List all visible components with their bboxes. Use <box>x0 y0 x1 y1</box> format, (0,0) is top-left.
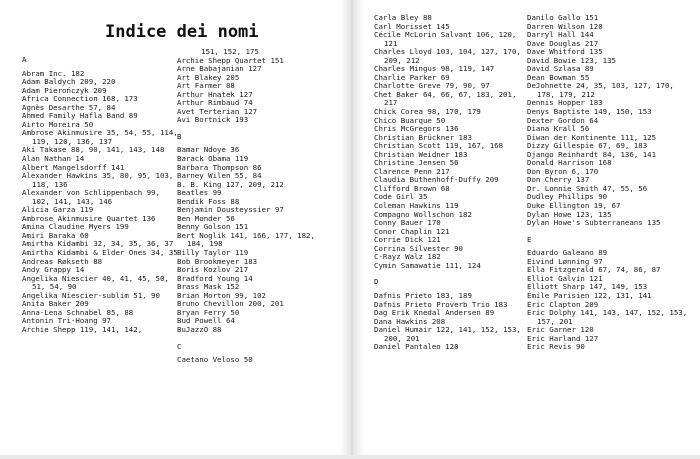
entry-pages: 88 <box>225 196 240 206</box>
entry-pages: 79, 90, 97 <box>440 81 490 91</box>
entry-name: Andy Grappy <box>22 265 71 275</box>
entry-pages: 50 <box>79 119 94 129</box>
entry-name: Eric Harland <box>527 333 581 343</box>
entry-name: Clifford Brown <box>374 183 437 193</box>
entry-name: Compagno Wollschon <box>374 209 455 219</box>
entry-name: Bendik Foss <box>177 196 226 206</box>
entry-name: Barney Wilen <box>177 171 231 181</box>
entry-pages: 64 <box>221 316 235 326</box>
entry-name: Alicia Garza <box>22 205 76 215</box>
entry-name: Don Cherry <box>527 175 572 185</box>
entry-pages: 183 <box>584 98 603 108</box>
entry-name: DeJohnette <box>527 81 572 91</box>
entry-name: Dr. Lonnie Smith <box>527 183 599 193</box>
entry-name: Anita Baker <box>22 299 71 309</box>
entry-pages: 68 <box>436 183 450 193</box>
entry-name: Dizzy Gillespie <box>527 141 594 151</box>
entry-name: Chico Buarque <box>374 115 432 125</box>
entry-pages: 183 <box>449 149 468 159</box>
entry-name: Christian Weidner <box>374 149 450 159</box>
entry-pages: 50 <box>225 307 240 317</box>
entry-name: Dennis Hopper <box>527 98 585 108</box>
entry-name: Carl Morisset <box>374 21 432 31</box>
entry-pages: 60 <box>75 230 89 240</box>
entry-pages: 99 <box>208 188 222 198</box>
entry-name: Eric Revis <box>527 342 572 352</box>
entry-name: Boris Kozlov <box>177 265 231 275</box>
entry-name: Brian Morton <box>177 290 231 300</box>
entry-name: Andreas Røkseth <box>22 256 89 266</box>
section-letter: D <box>374 277 379 287</box>
entry-name: Christine Jensen <box>374 158 446 168</box>
entry-name: Anna-Lena Schnabel <box>22 307 103 317</box>
entry-pages: 90 <box>593 192 608 202</box>
entry-name: Claudia Buthenhoff-Duffy <box>374 175 481 185</box>
entry-pages: 14 <box>70 154 85 164</box>
entry-name: Agnès Desarthe <box>22 102 85 112</box>
entry-pages: 56 <box>575 124 590 134</box>
entry-pages: 120 <box>584 21 603 31</box>
entry-name: Dylan Howe <box>527 209 572 219</box>
entry-name: Danilo Gallo <box>527 13 581 22</box>
entry-pages: 88, 90, 141, 143, 148 <box>66 145 165 155</box>
entry-pages: 88 <box>221 81 235 91</box>
entry-pages: 209 <box>88 85 107 95</box>
entry-name: Conny Bauer <box>374 218 423 228</box>
entry-name: Billy Taylor <box>177 248 231 258</box>
entry-name: Chick Corea <box>374 107 423 117</box>
entry-pages: 127 <box>234 89 253 99</box>
entry-name: Eduardo Galeano <box>527 248 594 258</box>
index-entry <box>374 262 526 271</box>
entry-pages: 121 <box>584 273 603 283</box>
entry-pages: 35, 54, 55, 114, 119, 120, 136, 137 <box>32 128 178 146</box>
entry-name: Darryl Hall <box>527 30 576 40</box>
index-entry <box>374 48 526 65</box>
entry-name: Cécile McLorin Salvant <box>374 30 472 40</box>
entry-name: C-Rayz Walz <box>374 252 423 262</box>
entry-pages: 209 <box>70 299 89 309</box>
entry-pages: 74 <box>239 98 253 108</box>
index-entry <box>22 129 180 146</box>
entry-pages: 64, 66, 67, 183, 201, 217 <box>384 89 517 108</box>
index-entry <box>527 309 692 326</box>
entry-name: Elliott Sharp <box>527 282 585 292</box>
index-entry <box>177 116 337 125</box>
entry-pages: 89 <box>480 308 495 318</box>
entry-pages: 35 <box>414 192 428 202</box>
index-entry <box>177 232 337 249</box>
entry-pages: 151 <box>580 13 599 22</box>
entry-pages: 120 <box>575 325 594 335</box>
section-letter: C <box>177 341 182 351</box>
entry-pages: 193 <box>230 115 249 125</box>
entry-name: Adam Pierończyk <box>22 85 89 95</box>
index-entry <box>22 326 180 335</box>
entry-pages: 145 <box>431 21 450 31</box>
entry-name: Alexander von Schlippenbach <box>22 188 143 198</box>
entry-pages: 57, 84 <box>84 102 116 112</box>
entry-name: Christian Scott <box>374 141 441 151</box>
entry-name: Elliot Galvin <box>527 273 585 283</box>
entry-pages: 217 <box>580 38 599 48</box>
entry-pages: 14 <box>70 265 85 275</box>
entry-name: Benjamin Dousteyssier <box>177 205 271 215</box>
entry-pages: 56 <box>221 213 235 223</box>
index-entry <box>374 31 526 48</box>
entry-name: Corrie Dick <box>374 235 423 245</box>
entry-pages: 183 <box>454 132 472 142</box>
entry-pages: 14 <box>239 273 253 283</box>
entry-pages: 69 <box>436 72 450 82</box>
entry-pages: 123, 135 <box>575 55 616 65</box>
entry-pages: 182 <box>66 68 85 78</box>
index-column-3 <box>374 14 526 352</box>
entry-name: Alan Nathan <box>22 154 71 164</box>
entry-pages: 56 <box>445 158 459 168</box>
entry-name: Alexander Hawkins <box>22 171 98 181</box>
entry-name: Coleman Hawkins <box>374 201 441 211</box>
index-column-2 <box>177 48 337 365</box>
entry-pages: 34, 35 <box>146 248 178 258</box>
entry-pages: 88 <box>88 256 103 266</box>
entry-pages: 136 <box>137 213 156 223</box>
entry-pages: 182 <box>454 209 472 219</box>
entry-pages: 141 <box>106 162 125 172</box>
entry-pages: 50 <box>239 355 253 365</box>
entry-pages: 135 <box>584 47 603 57</box>
entry-name: Albert Mangelsdorff <box>22 162 107 172</box>
entry-name: Airto Moreira <box>22 119 80 129</box>
entry-name: Charlotte Greve <box>374 81 441 91</box>
entry-pages: 127 <box>580 333 599 343</box>
entry-pages: 137 <box>571 175 590 185</box>
entry-pages: 200, 201 <box>243 299 284 309</box>
entry-name: Bamar Ndoye <box>177 145 226 155</box>
entry-name: Arthur Hnatek <box>177 89 235 99</box>
entry-pages: 97 <box>270 205 284 215</box>
entry-name: Bruno Chevillon <box>177 299 244 309</box>
entry-name: Eric Dolphy <box>527 308 576 318</box>
entry-name: Art Blakey <box>177 72 222 82</box>
entry-name: David Szlasa <box>527 64 581 74</box>
index-entry <box>374 343 526 352</box>
entry-name: Bob Brookmeyer <box>177 256 240 266</box>
entry-name: Dave Whitford <box>527 47 585 57</box>
index-entry <box>177 356 337 365</box>
entry-pages: 136 <box>440 124 459 134</box>
entry-pages: 88 <box>418 13 432 22</box>
entry-name: Charles Lloyd <box>374 47 432 57</box>
entry-pages: 170 <box>422 218 441 228</box>
entry-pages: 55 <box>575 72 590 82</box>
entry-name: Chet Baker <box>374 89 419 99</box>
entry-pages: 123, 135 <box>571 209 612 219</box>
entry-pages: 119, 167, 168 <box>440 141 504 151</box>
entry-name: Dexter Gordon <box>527 115 585 125</box>
entry-name: Émile Parisien <box>527 290 590 300</box>
entry-pages: 50 <box>431 115 446 125</box>
entry-pages: 151 <box>230 222 249 232</box>
entry-name: Avi Bortnick <box>177 115 231 125</box>
right-page <box>352 0 700 459</box>
entry-name: Archie Shepp Quartet <box>177 55 266 65</box>
entry-pages: 89 <box>124 111 138 121</box>
entry-pages: 121 <box>431 226 450 236</box>
entry-pages: 67, 74, 86, 87 <box>593 265 661 275</box>
entry-name: Eivind Lønning <box>527 256 590 266</box>
entry-pages: 209 <box>480 175 499 185</box>
entry-name: Amiri Baraka <box>22 230 76 240</box>
entry-name: Abram Inc. <box>22 68 67 78</box>
entry-pages: 90 <box>571 342 585 352</box>
entry-name: Charlie Parker <box>374 72 437 82</box>
entry-pages: 183, 189 <box>431 290 472 300</box>
entry-pages: 89 <box>593 248 608 258</box>
index-entry <box>374 91 526 108</box>
index-column-4 <box>527 14 692 352</box>
entry-pages: 119 <box>230 154 249 164</box>
entry-name: Daniel Pantaleo <box>374 342 441 352</box>
page-bottom-edge <box>0 455 700 459</box>
entry-name: Conor Chaplin <box>374 226 432 236</box>
entry-name: Clarence Penn <box>374 166 432 176</box>
entry-name: Dean Bowman <box>527 72 576 82</box>
entry-name: Christian Brückner <box>374 132 455 142</box>
entry-pages: 111, 124 <box>440 260 481 270</box>
entry-name: Chris McGregors <box>374 124 441 134</box>
entry-pages: 40, 41, 45, 50, 51, 54, 90 <box>32 273 169 292</box>
entry-name: Code Girl <box>374 192 415 202</box>
entry-pages: 98, 119, 147 <box>436 64 495 74</box>
entry-pages: 119 <box>440 201 459 211</box>
entry-name: Brass Mask <box>177 282 222 292</box>
entry-pages: 99, 102, 141, 143, 146 <box>32 188 160 206</box>
index-entry <box>527 219 692 228</box>
entry-name: Denys Baptiste <box>527 107 590 117</box>
entry-pages: 55, 84 <box>230 171 262 181</box>
entry-name: Ambrose Akinmusire <box>22 128 103 138</box>
entry-name: Bud Powell <box>177 316 222 326</box>
index-entry <box>22 189 180 206</box>
entry-pages: 141, 143, 147, 152, 153, 157, 201 <box>537 308 688 326</box>
entry-name: Cymin Samawatie <box>374 260 441 270</box>
entry-pages: 111, 125 <box>616 132 657 142</box>
entry-pages: 35, 80, 95, 103, 118, 136 <box>32 171 174 189</box>
index-column-1 <box>22 48 180 335</box>
entry-pages: 168, 173 <box>97 94 138 104</box>
entry-name: Diwan der Kontinente <box>527 132 616 142</box>
entry-name: Barack Obama <box>177 154 231 164</box>
entry-pages: 208 <box>427 316 446 326</box>
entry-pages: 99, 102 <box>230 290 267 300</box>
entry-name: Adam Baldych <box>22 77 76 87</box>
index-entry <box>177 326 337 335</box>
entry-pages: 182 <box>422 252 441 262</box>
entry-name: Arne Babajanian <box>177 64 244 74</box>
entry-name: Ahmed Family Hafla Band <box>22 111 125 121</box>
entry-pages: 141, 166, 177, 182, 184, 198 <box>187 230 315 249</box>
entry-pages: 149, 150, 153 <box>589 107 652 117</box>
entry-name: Charles Mingus <box>374 64 437 74</box>
entry-pages: 183 <box>239 256 258 266</box>
entry-pages: 147, 149, 153 <box>584 282 648 292</box>
entry-name: Aki Takase <box>22 145 67 155</box>
entry-pages: 36 <box>225 145 240 155</box>
entry-name: Dag Erik Knedal Andersen <box>374 308 481 318</box>
entry-name: Eric Clapton <box>527 299 581 309</box>
entry-pages: 64 <box>584 115 599 125</box>
entry-name: Arthur Rimbaud <box>177 98 240 108</box>
index-entry <box>527 82 692 99</box>
entry-pages: 168 <box>593 158 612 168</box>
entry-pages: 98, 170, 179 <box>422 107 481 117</box>
entry-name: Caetano Veloso <box>177 355 240 365</box>
entry-pages: 152 <box>221 282 240 292</box>
entry-pages: 183 <box>489 299 508 309</box>
entry-pages: 122, 141, 152, 153, 200, 201 <box>384 325 521 343</box>
entry-name: Dudley Phillips <box>527 192 594 202</box>
entry-name: Benny Golson <box>177 222 231 232</box>
entry-name: Django Reinhardt <box>527 149 599 159</box>
entry-name: Bradford Young <box>177 273 240 283</box>
entry-pages: 127, 209, 212 <box>221 179 284 189</box>
entry-pages: 97 <box>589 256 603 266</box>
entry-pages: 127 <box>239 106 258 116</box>
entry-pages: 127 <box>243 64 262 74</box>
entry-pages: 119 <box>75 205 94 215</box>
entry-pages: 19, 67 <box>589 201 621 211</box>
entry-name: Beatles <box>177 188 209 198</box>
section-letter: B <box>177 131 182 141</box>
index-entry <box>374 326 526 343</box>
entry-pages: 121 <box>422 235 441 245</box>
entry-name: Eric Garner <box>527 325 576 335</box>
entry-name: Ben Monder <box>177 213 222 223</box>
entry-name: David Bowie <box>527 55 576 65</box>
entry-pages: 119, 141, 142, <box>75 324 143 334</box>
entry-pages: 67, 69, 183 <box>593 141 648 151</box>
entry-pages: 97 <box>97 316 112 326</box>
index-entry <box>22 172 180 189</box>
entry-pages: 217 <box>431 166 450 176</box>
entry-pages: 120 <box>440 342 459 352</box>
entry-name: Daniel Humair <box>374 325 432 335</box>
entry-name: Duke Ellington <box>527 201 590 211</box>
entry-name: Angelika Niescier <box>22 273 98 283</box>
index-entry-continuation: 151, 152, 175 <box>201 47 259 56</box>
entry-name: B. B. King <box>177 179 222 189</box>
entry-name: Angelika Niescier-sublim <box>22 290 129 300</box>
entry-name: Diana Krall <box>527 124 576 134</box>
entry-name: Dana Hawkins <box>374 316 428 326</box>
entry-name: Ambrose Akinmusire Quartet <box>22 213 138 223</box>
entry-pages: 144 <box>575 30 594 40</box>
entry-name: Corrina Silvester <box>374 243 450 253</box>
section-letter: E <box>527 234 532 244</box>
entry-name: Avet Terterian <box>177 106 240 116</box>
section-letter: A <box>22 55 27 64</box>
entry-pages: 24, 35, 103, 127, 170, 178, 179, 212 <box>537 81 674 99</box>
entry-name: Amirtha Kidambi & Elder Ones <box>22 248 147 258</box>
entry-name: Darren Wilson <box>527 21 585 31</box>
entry-name: Dafnis Prieto <box>374 290 432 300</box>
entry-name: Don Byron <box>527 166 568 176</box>
entry-name: Antonin Tri-Hoang <box>22 316 98 326</box>
entry-pages: 151 <box>266 55 284 65</box>
entry-pages: 6, 170 <box>567 166 599 176</box>
entry-name: Amirtha Kidambi <box>22 239 89 249</box>
entry-name: Amina Claudine Myers <box>22 222 111 232</box>
entry-pages: 90 <box>449 243 464 253</box>
entry-name: Dafnis Prieto Proverb Trio <box>374 299 490 309</box>
entry-pages: 205 <box>221 72 240 82</box>
entry-pages: 106, 120, 121 <box>384 30 517 48</box>
entry-pages: 122, 131, 141 <box>589 290 652 300</box>
entry-pages: 199 <box>111 222 129 232</box>
entry-pages: 88 <box>208 324 222 334</box>
entry-name: Archie Shepp <box>22 324 76 334</box>
index-entry <box>22 275 180 292</box>
entry-name: Donald Harrison <box>527 158 594 168</box>
entry-pages: 209 <box>580 299 599 309</box>
entry-pages: 217 <box>230 265 249 275</box>
entry-name: Dave Douglas <box>527 38 581 48</box>
entry-pages: 89 <box>580 64 594 74</box>
entry-pages: 209, 220 <box>75 77 116 87</box>
entry-pages: 32, 34, 35, 36, 37 <box>88 239 174 249</box>
entry-name: Carla Bley <box>374 13 419 22</box>
entry-name: BuJazzO <box>177 324 209 334</box>
entry-pages: 86 <box>248 162 262 172</box>
entry-pages: 47, 55, 56 <box>598 183 648 193</box>
entry-name: Ella Fitzgerald <box>527 265 594 275</box>
entry-pages: 84, 136, 141 <box>598 149 657 159</box>
entry-pages: 119 <box>230 248 249 258</box>
entry-name: Africa Connection <box>22 94 98 104</box>
entry-pages: 85, 88 <box>102 307 134 317</box>
entry-pages: 103, 104, 127, 170, 209, 212 <box>384 47 521 65</box>
entry-name: Dylan Howe's Subterraneans <box>527 218 643 228</box>
page-title: Indice dei nomi <box>105 22 259 42</box>
entry-name: Barbara Thompson <box>177 162 249 172</box>
entry-pages: 51, 90 <box>128 290 160 300</box>
entry-name: Bert Noglik <box>177 230 226 240</box>
entry-name: Art Farmer <box>177 81 222 91</box>
entry-name: Bryan Ferry <box>177 307 226 317</box>
index-entry <box>527 343 692 352</box>
entry-pages: 135 <box>642 218 661 228</box>
